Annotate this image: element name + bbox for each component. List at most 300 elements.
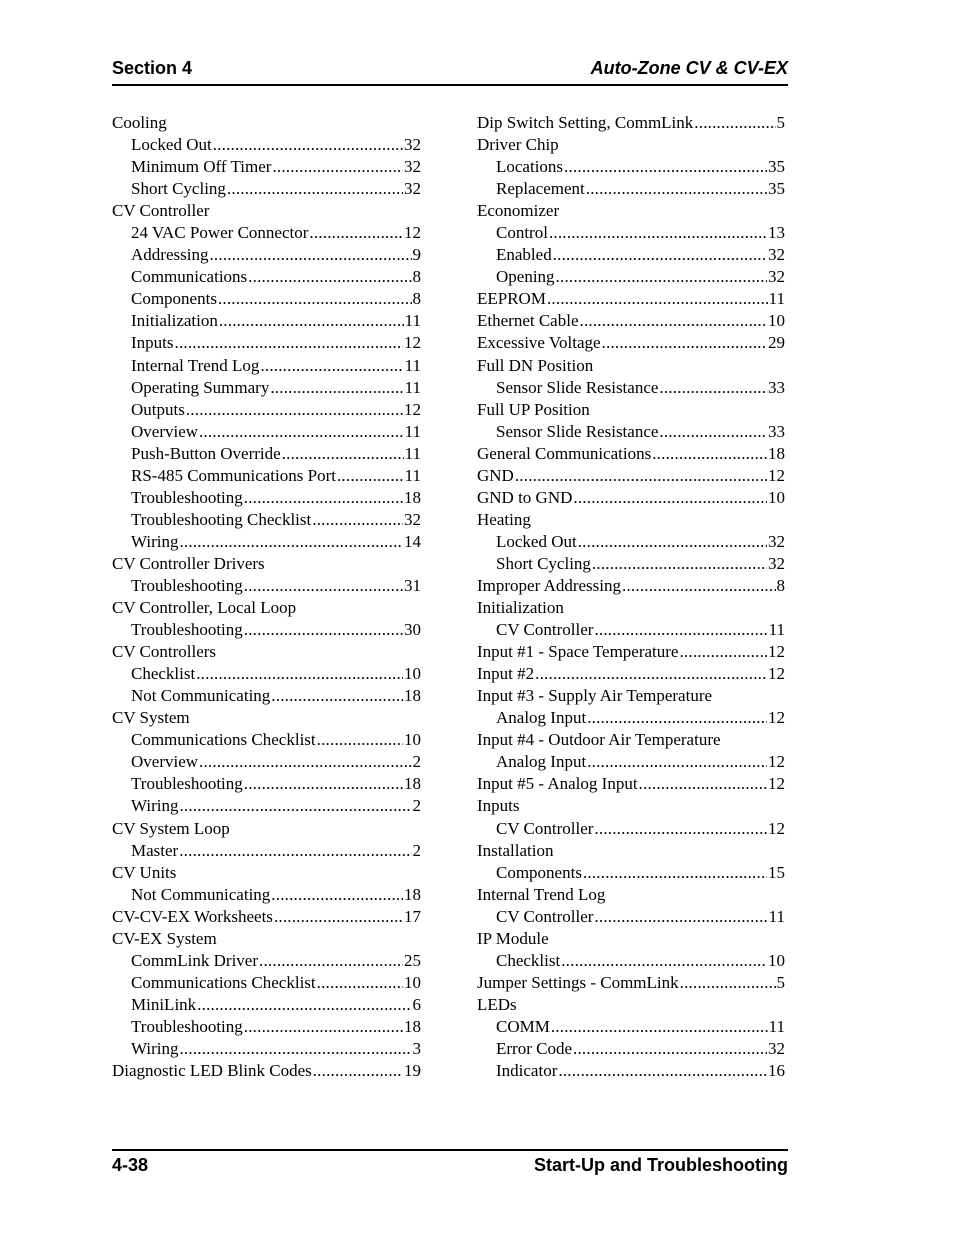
- index-entry-label: CommLink Driver: [131, 950, 259, 970]
- index-entry-page: 25: [404, 950, 421, 970]
- index-entry-label: IP Module: [477, 928, 549, 948]
- index-entry: [112, 1038, 421, 1060]
- index-entry-label: Minimum Off Timer: [131, 157, 272, 177]
- index-entry-page: 11: [404, 465, 421, 485]
- index-entry-label: Troubleshooting Checklist: [131, 509, 312, 529]
- index-entry-label: Heating: [477, 509, 531, 529]
- index-entry-page: 32: [768, 531, 785, 551]
- dot-leader: [515, 465, 767, 487]
- dot-leader: [694, 112, 775, 134]
- index-entry-label: Wiring: [131, 796, 179, 816]
- index-entry-page: 12: [768, 818, 785, 838]
- index-heading: [477, 597, 785, 619]
- dot-leader: [209, 244, 411, 266]
- chapter-title: Start-Up and Troubleshooting: [534, 1155, 788, 1175]
- index-entry-label: Communications Checklist: [131, 972, 316, 992]
- index-heading: [112, 928, 421, 950]
- index-heading: [477, 729, 785, 751]
- index-entry: [112, 685, 421, 707]
- index-entry-label: Input #5 - Analog Input: [477, 774, 638, 794]
- index-entry-page: 16: [768, 1061, 785, 1081]
- index-entry-page: 32: [768, 553, 785, 573]
- dot-leader: [196, 663, 403, 685]
- index-entry: [477, 156, 785, 178]
- index-entry-label: CV-EX System: [112, 928, 217, 948]
- index-entry: [112, 487, 421, 509]
- index-entry-page: 6: [412, 994, 421, 1014]
- index-entry: [112, 332, 421, 354]
- index-entry-page: 18: [404, 686, 421, 706]
- index-entry-label: Inputs: [477, 796, 520, 816]
- index-entry-page: 10: [768, 311, 785, 331]
- dot-leader: [551, 1016, 768, 1038]
- dot-leader: [179, 1038, 411, 1060]
- index-entry-label: Installation: [477, 840, 554, 860]
- index-entry-label: Troubleshooting: [131, 487, 243, 507]
- dot-leader: [270, 377, 403, 399]
- index-entry-label: Initialization: [131, 311, 218, 331]
- index-entry-label: CV Controller Drivers: [112, 553, 265, 573]
- index-entry-page: 32: [404, 179, 421, 199]
- index-entry-label: Wiring: [131, 531, 179, 551]
- index-entry-page: 10: [404, 972, 421, 992]
- index-entry: [477, 1016, 785, 1038]
- index-entry: [477, 773, 785, 795]
- index-column-right: [477, 112, 785, 1082]
- index-entry-page: 32: [404, 135, 421, 155]
- index-entry-page: 12: [768, 752, 785, 772]
- dot-leader: [573, 1038, 767, 1060]
- index-entry: [112, 795, 421, 817]
- dot-leader: [259, 950, 403, 972]
- index-entry: [477, 972, 785, 994]
- index-entry-page: 18: [768, 443, 785, 463]
- dot-leader: [197, 994, 411, 1016]
- index-heading: [477, 840, 785, 862]
- index-entry: [477, 707, 785, 729]
- index-entry-page: 32: [768, 267, 785, 287]
- index-entry-label: CV Controller: [112, 201, 210, 221]
- dot-leader: [587, 707, 767, 729]
- index-heading: [477, 884, 785, 906]
- page-header: [112, 58, 788, 80]
- index-heading: [477, 928, 785, 950]
- index-entry: [112, 619, 421, 641]
- index-entry: [477, 244, 785, 266]
- dot-leader: [271, 884, 403, 906]
- index-heading: [477, 994, 785, 1016]
- index-entry-label: Replacement: [496, 179, 585, 199]
- index-entry: [477, 266, 785, 288]
- index-entry-label: Overview: [131, 752, 199, 772]
- dot-leader: [274, 906, 403, 928]
- dot-leader: [587, 751, 767, 773]
- index-entry: [112, 134, 421, 156]
- index-entry-page: 17: [404, 906, 421, 926]
- index-entry-label: CV Controllers: [112, 642, 217, 662]
- index-entry-page: 14: [404, 531, 421, 551]
- index-entry: [112, 531, 421, 553]
- index-entry-label: Inputs: [131, 333, 174, 353]
- index-entry-page: 12: [768, 708, 785, 728]
- index-entry-page: 29: [768, 333, 785, 353]
- index-entry: [477, 421, 785, 443]
- index-entry-label: MiniLink: [131, 994, 197, 1014]
- index-entry-label: Indicator: [496, 1061, 558, 1081]
- index-entry: [112, 266, 421, 288]
- index-entry: [477, 465, 785, 487]
- index-entry-label: Full DN Position: [477, 355, 594, 375]
- dot-leader: [317, 729, 403, 751]
- index-entry-page: 5: [776, 972, 785, 992]
- index-entry-page: 35: [768, 179, 785, 199]
- index-entry-page: 10: [404, 664, 421, 684]
- index-entry: [112, 443, 421, 465]
- index-entry-label: Input #4 - Outdoor Air Temperature: [477, 730, 721, 750]
- dot-leader: [219, 310, 404, 332]
- index-entry-page: 12: [404, 399, 421, 419]
- index-entry-label: Wiring: [131, 1038, 179, 1058]
- dot-leader: [549, 222, 767, 244]
- index-heading: [477, 200, 785, 222]
- index-entry-page: 10: [768, 950, 785, 970]
- dot-leader: [244, 773, 403, 795]
- index-entry-page: 19: [404, 1061, 421, 1081]
- dot-leader: [586, 178, 767, 200]
- dot-leader: [199, 751, 411, 773]
- index-entry-label: Troubleshooting: [131, 620, 243, 640]
- index-entry-label: Checklist: [131, 664, 196, 684]
- index-entry: [477, 1060, 785, 1082]
- index-entry-label: Control: [496, 223, 548, 243]
- index-entry: [477, 332, 785, 354]
- index-entry-page: 13: [768, 223, 785, 243]
- index-heading: [112, 707, 421, 729]
- index-entry-page: 11: [404, 377, 421, 397]
- dot-leader: [248, 266, 411, 288]
- index-entry-label: Locked Out: [496, 531, 577, 551]
- index-entry: [112, 310, 421, 332]
- dot-leader: [622, 575, 775, 597]
- index-heading: [477, 355, 785, 377]
- index-entry-page: 32: [404, 509, 421, 529]
- index-entry-page: 8: [412, 267, 421, 287]
- index-entry-label: Jumper Settings - CommLink: [477, 972, 679, 992]
- index-entry-label: CV Controller, Local Loop: [112, 598, 297, 618]
- dot-leader: [578, 531, 767, 553]
- dot-leader: [679, 641, 767, 663]
- index-entry-page: 12: [404, 333, 421, 353]
- index-entry-label: Diagnostic LED Blink Codes: [112, 1061, 312, 1081]
- index-entry-label: GND to GND: [477, 487, 573, 507]
- index-entry-page: 9: [412, 245, 421, 265]
- index-entry: [112, 884, 421, 906]
- index-entry-label: Communications Checklist: [131, 730, 316, 750]
- index-entry-label: Not Communicating: [131, 686, 271, 706]
- index-entry: [112, 1016, 421, 1038]
- product-title: Auto-Zone CV & CV-EX: [590, 58, 788, 78]
- index-entry: [477, 575, 785, 597]
- index-entry-label: Addressing: [131, 245, 209, 265]
- index-entry-page: 11: [768, 1016, 785, 1036]
- dot-leader: [244, 619, 403, 641]
- index-entry-label: Economizer: [477, 201, 560, 221]
- index-entry-label: Components: [496, 862, 582, 882]
- index-entry: [112, 222, 421, 244]
- index-entry-label: GND: [477, 465, 514, 485]
- index-entry-page: 8: [776, 575, 785, 595]
- dot-leader: [602, 332, 767, 354]
- index-entry-label: Opening: [496, 267, 555, 287]
- index-entry: [477, 906, 785, 928]
- index-entry: [112, 729, 421, 751]
- index-entry: [477, 950, 785, 972]
- index-entry-page: 8: [412, 289, 421, 309]
- index-entry-page: 30: [404, 620, 421, 640]
- dot-leader: [312, 509, 403, 531]
- index-entry-page: 12: [768, 664, 785, 684]
- index-heading: [112, 818, 421, 840]
- page-footer: [112, 1155, 788, 1177]
- index-entry: [112, 773, 421, 795]
- index-entry-label: LEDs: [477, 994, 517, 1014]
- index-heading: [477, 399, 785, 421]
- index-entry: [477, 641, 785, 663]
- footer-rule: [112, 1149, 788, 1151]
- index-entry: [112, 509, 421, 531]
- index-entry-label: Excessive Voltage: [477, 333, 601, 353]
- dot-leader: [680, 972, 776, 994]
- index-entry: [477, 531, 785, 553]
- header-rule: [112, 84, 788, 86]
- index-entry-page: 10: [768, 487, 785, 507]
- dot-leader: [535, 663, 767, 685]
- index-entry-label: CV System Loop: [112, 818, 230, 838]
- dot-leader: [580, 310, 768, 332]
- index-entry-page: 32: [768, 1038, 785, 1058]
- index-entry-label: Troubleshooting: [131, 1016, 243, 1036]
- index-heading: [477, 685, 785, 707]
- index-entry: [112, 950, 421, 972]
- index-heading: [477, 795, 785, 817]
- dot-leader: [244, 487, 403, 509]
- index-entry: [112, 972, 421, 994]
- dot-leader: [556, 266, 767, 288]
- dot-leader: [309, 222, 403, 244]
- index-entry-label: COMM: [496, 1016, 550, 1036]
- index-entry-label: Initialization: [477, 598, 564, 618]
- index-entry-label: Not Communicating: [131, 884, 271, 904]
- index-entry: [112, 1060, 421, 1082]
- index-entry: [477, 443, 785, 465]
- index-entry-label: Short Cycling: [131, 179, 226, 199]
- index-entry-label: Checklist: [496, 950, 561, 970]
- index-entry-page: 10: [404, 730, 421, 750]
- index-entry-page: 11: [404, 355, 421, 375]
- index-entry-page: 11: [768, 620, 785, 640]
- index-entry-label: General Communications: [477, 443, 652, 463]
- index-entry-label: Operating Summary: [131, 377, 270, 397]
- dot-leader: [594, 906, 767, 928]
- dot-leader: [652, 443, 767, 465]
- index-entry-page: 3: [412, 1038, 421, 1058]
- index-heading: [112, 553, 421, 575]
- index-entry: [112, 288, 421, 310]
- dot-leader: [564, 156, 767, 178]
- index-heading: [112, 200, 421, 222]
- dot-leader: [282, 443, 404, 465]
- index-entry: [112, 906, 421, 928]
- index-entry-label: Internal Trend Log: [131, 355, 260, 375]
- page-number: 4-38: [112, 1155, 149, 1175]
- index-entry: [477, 663, 785, 685]
- index-entry: [477, 288, 785, 310]
- index-entry-page: 2: [412, 796, 421, 816]
- index-heading: [112, 597, 421, 619]
- dot-leader: [594, 619, 767, 641]
- index-entry-page: 5: [776, 113, 785, 132]
- index-entry-page: 11: [768, 289, 785, 309]
- index-entry-label: Analog Input: [496, 752, 587, 772]
- index-entry-label: Components: [131, 289, 217, 309]
- index-entry-label: Overview: [131, 421, 199, 441]
- dot-leader: [179, 531, 403, 553]
- index-heading: [477, 134, 785, 156]
- index-entry-label: CV Units: [112, 862, 177, 882]
- index-entry-page: 11: [768, 906, 785, 926]
- index-entry-page: 12: [404, 223, 421, 243]
- index-heading: [112, 641, 421, 663]
- dot-leader: [561, 950, 767, 972]
- index-entry-label: Full UP Position: [477, 399, 590, 419]
- dot-leader: [218, 288, 412, 310]
- index-entry: [112, 465, 421, 487]
- index-entry-page: 32: [404, 157, 421, 177]
- index-entry-label: Cooling: [112, 113, 167, 132]
- section-title: Section 4: [112, 58, 193, 78]
- index-entry-label: Troubleshooting: [131, 774, 243, 794]
- dot-leader: [186, 399, 403, 421]
- index-entry-label: Sensor Slide Resistance: [496, 421, 659, 441]
- index-entry-label: Input #3 - Supply Air Temperature: [477, 686, 713, 706]
- index-column-left: [112, 112, 421, 1082]
- index-entry: [112, 244, 421, 266]
- index-entry: [112, 751, 421, 773]
- dot-leader: [547, 288, 768, 310]
- index-entry: [112, 156, 421, 178]
- index-entry: [477, 377, 785, 399]
- index-entry: [112, 399, 421, 421]
- index-entry-page: 15: [768, 862, 785, 882]
- index-entry: [477, 112, 785, 134]
- index-entry-page: 35: [768, 157, 785, 177]
- dot-leader: [639, 773, 767, 795]
- index-entry: [477, 619, 785, 641]
- index-entry-label: Ethernet Cable: [477, 311, 579, 331]
- dot-leader: [175, 332, 404, 354]
- index-entry-label: CV Controller: [496, 620, 594, 640]
- index-entry-page: 18: [404, 487, 421, 507]
- index-entry-label: Error Code: [496, 1038, 573, 1058]
- index-entry-label: Locked Out: [131, 135, 212, 155]
- index-entry-page: 33: [768, 377, 785, 397]
- dot-leader: [260, 355, 403, 377]
- index-entry-label: Troubleshooting: [131, 575, 243, 595]
- index-entry-label: Driver Chip: [477, 135, 559, 155]
- index-entry: [112, 840, 421, 862]
- dot-leader: [594, 818, 767, 840]
- index-entry-label: Input #2: [477, 664, 535, 684]
- index-entry-page: 18: [404, 884, 421, 904]
- dot-leader: [179, 795, 411, 817]
- index-entry: [112, 355, 421, 377]
- index-entry-label: Push-Button Override: [131, 443, 281, 463]
- dot-leader: [213, 134, 403, 156]
- index-entry: [477, 487, 785, 509]
- index-entry-label: EEPROM: [477, 289, 546, 309]
- index-entry-label: Dip Switch Setting, CommLink: [477, 113, 694, 132]
- index-entry-label: Master: [131, 840, 179, 860]
- index-entry-label: CV-CV-EX Worksheets: [112, 906, 273, 926]
- index-entry-label: Improper Addressing: [477, 575, 622, 595]
- dot-leader: [558, 1060, 767, 1082]
- index-entry-label: Locations: [496, 157, 564, 177]
- dot-leader: [317, 972, 403, 994]
- dot-leader: [659, 421, 767, 443]
- index-entry: [112, 663, 421, 685]
- dot-leader: [553, 244, 767, 266]
- index-entry-label: CV Controller: [496, 906, 594, 926]
- index-entry-label: RS-485 Communications Port: [131, 465, 336, 485]
- index-entry-label: Enabled: [496, 245, 552, 265]
- index-entry: [477, 178, 785, 200]
- index-entry-page: 12: [768, 774, 785, 794]
- index-heading: [112, 112, 421, 134]
- dot-leader: [179, 840, 411, 862]
- index-entry-page: 12: [768, 642, 785, 662]
- index-entry-page: 2: [412, 840, 421, 860]
- index-entry-page: 18: [404, 774, 421, 794]
- dot-leader: [573, 487, 767, 509]
- index-entry-page: 11: [404, 443, 421, 463]
- index-entry-label: Analog Input: [496, 708, 587, 728]
- index-entry: [477, 751, 785, 773]
- index-entry-page: 18: [404, 1016, 421, 1036]
- dot-leader: [313, 1060, 403, 1082]
- dot-leader: [199, 421, 404, 443]
- index-entry: [477, 553, 785, 575]
- index-entry-label: Internal Trend Log: [477, 884, 606, 904]
- dot-leader: [659, 377, 767, 399]
- dot-leader: [592, 553, 767, 575]
- index-entry-page: 11: [404, 421, 421, 441]
- index-entry: [477, 222, 785, 244]
- index-entry: [112, 421, 421, 443]
- index-entry-label: Input #1 - Space Temperature: [477, 642, 679, 662]
- index-entry-label: CV System: [112, 708, 190, 728]
- index-entry-page: 32: [768, 245, 785, 265]
- index-entry: [477, 1038, 785, 1060]
- index-entry-label: Communications: [131, 267, 248, 287]
- index-entry-page: 33: [768, 421, 785, 441]
- index-entry: [112, 178, 421, 200]
- dot-leader: [227, 178, 403, 200]
- index-entry-page: 2: [412, 752, 421, 772]
- dot-leader: [244, 575, 403, 597]
- index-entry: [477, 310, 785, 332]
- index-entry-page: 31: [404, 575, 421, 595]
- index-entry: [112, 575, 421, 597]
